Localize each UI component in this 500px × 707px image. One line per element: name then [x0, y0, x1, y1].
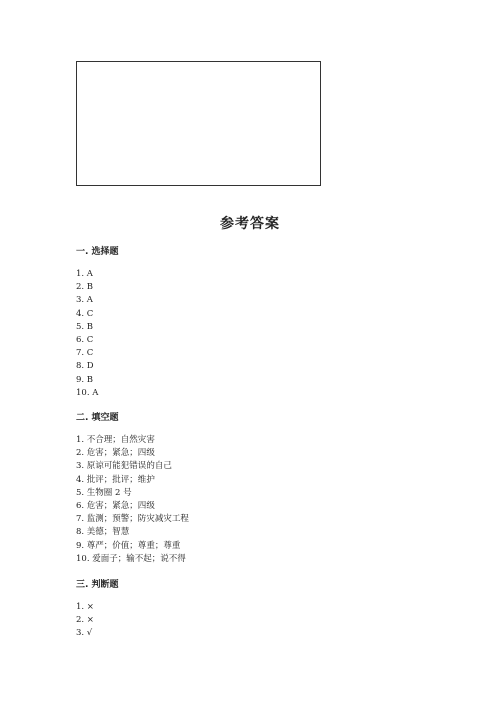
list-item: 3. √ — [76, 628, 93, 639]
list-item: 5. B — [76, 321, 94, 332]
list-item: 2. 危害；紧急；四级 — [76, 448, 155, 459]
choice-answer-list — [76, 268, 98, 400]
list-item: 1. × — [76, 602, 94, 612]
list-item: 4. C — [76, 308, 94, 319]
list-item: 10. A — [76, 387, 99, 398]
list-item: 9. B — [76, 374, 94, 385]
fill-blank-answer-list — [76, 434, 189, 566]
section-heading-fill-blank: 二. 填空题 — [76, 413, 119, 423]
list-item: 8. 美德；智慧 — [76, 527, 130, 538]
list-item: 4. 批评；批评；维护 — [76, 474, 155, 485]
list-item: 1. 不合理；自然灾害 — [76, 435, 155, 445]
list-item: 6. 危害；紧急；四级 — [76, 500, 155, 511]
list-item: 1. A — [76, 269, 93, 279]
list-item: 7. C — [76, 348, 94, 359]
list-item: 9. 尊严；价值；尊重；尊重 — [76, 540, 181, 551]
list-item: 3. A — [76, 295, 93, 306]
list-item: 10. 爱面子；输不起；说不得 — [76, 553, 186, 564]
list-item: 8. D — [76, 361, 94, 372]
true-false-answer-list — [76, 601, 94, 641]
list-item: 2. B — [76, 282, 94, 293]
list-item: 2. × — [76, 615, 94, 626]
section-heading-choice: 一. 选择题 — [76, 247, 119, 257]
list-item: 6. C — [76, 334, 94, 345]
list-item: 5. 生物圈 2 号 — [76, 487, 132, 498]
page-title: 参考答案 — [220, 216, 280, 232]
answer-box — [76, 61, 321, 186]
list-item: 3. 原谅可能犯错误的自己 — [76, 461, 172, 472]
list-item: 7. 监测；预警；防灾减灾工程 — [76, 514, 189, 525]
section-heading-true-false: 三. 判断题 — [76, 580, 119, 590]
